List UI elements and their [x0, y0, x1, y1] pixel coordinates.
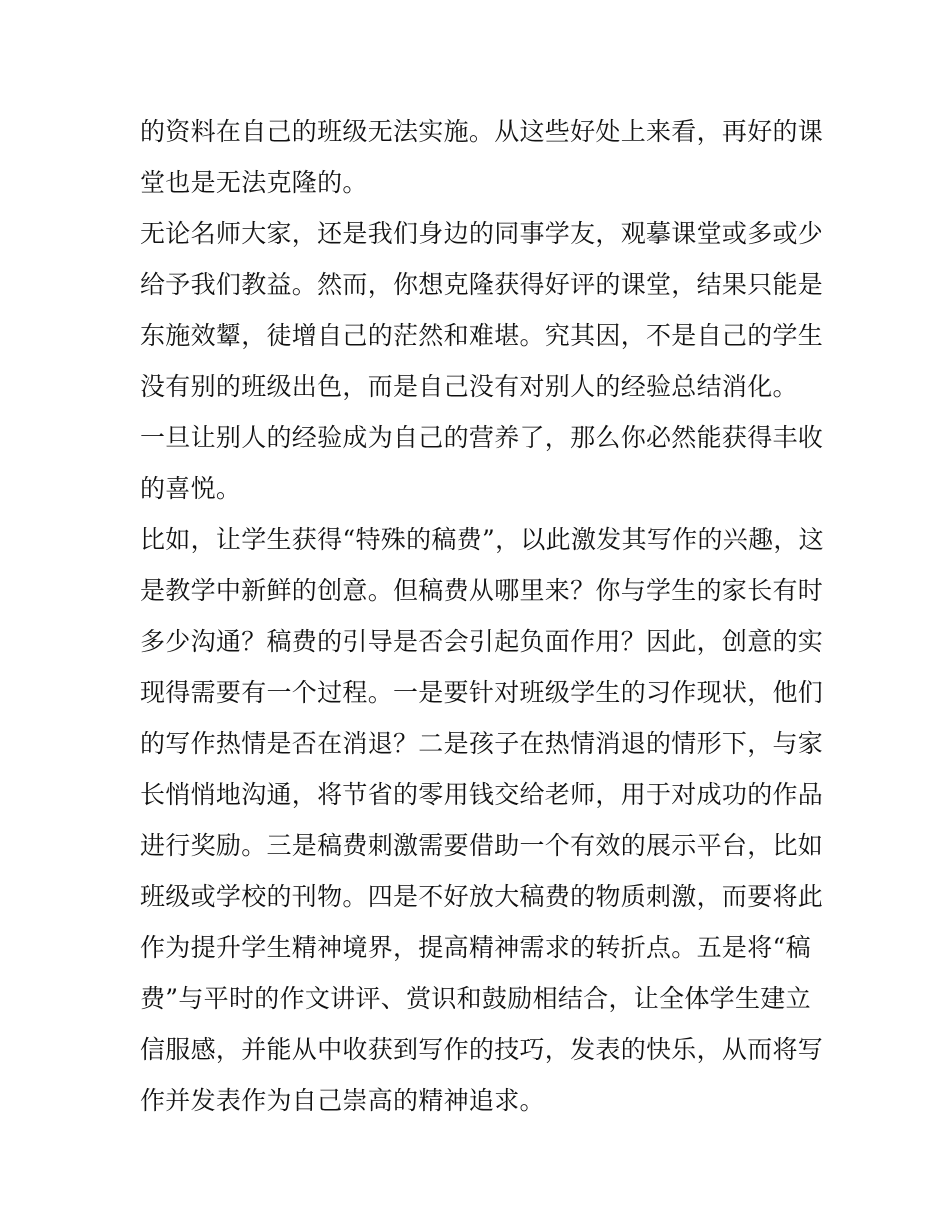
- text-line: 无论名师大家，还是我们身边的同事学友，观摹课堂或多或少: [140, 219, 824, 248]
- text-line: 是教学中新鲜的创意。但稿费从哪里来？你与学生的家长有时: [140, 576, 824, 605]
- paragraph-2: [140, 208, 824, 412]
- document-body: [140, 106, 824, 1126]
- text-line: 信服感，并能从中收获到写作的技巧，发表的快乐，从而将写: [140, 1035, 824, 1064]
- text-line: 长悄悄地沟通，将节省的零用钱交给老师，用于对成功的作品: [140, 780, 824, 809]
- text-line: 进行奖励。三是稿费刺激需要借助一个有效的展示平台，比如: [140, 831, 824, 860]
- text-line: 的写作热情是否在消退？二是孩子在热情消退的情形下，与家: [140, 729, 824, 758]
- text-line: 没有别的班级出色，而是自己没有对别人的经验总结消化。: [140, 372, 798, 401]
- text-line: 的资料在自己的班级无法实施。从这些好处上来看，再好的课: [140, 117, 824, 146]
- text-line: 现得需要有一个过程。一是要针对班级学生的习作现状，他们: [140, 678, 824, 707]
- text-line: 给予我们教益。然而，你想克隆获得好评的课堂，结果只能是: [140, 270, 824, 299]
- paragraph-1: [140, 106, 824, 208]
- text-line: 比如，让学生获得“特殊的稿费”，以此激发其写作的兴趣，这: [140, 525, 824, 554]
- text-line: 多少沟通？稿费的引导是否会引起负面作用？因此，创意的实: [140, 627, 824, 656]
- text-line: 班级或学校的刊物。四是不好放大稿费的物质刺激，而要将此: [140, 882, 824, 911]
- text-line: 作并发表作为自己崇高的精神追求。: [140, 1086, 545, 1115]
- text-line: 作为提升学生精神境界，提高精神需求的转折点。五是将“稿: [140, 933, 811, 962]
- text-line: 的喜悦。: [140, 474, 242, 503]
- text-line: 费”与平时的作文讲评、赏识和鼓励相结合，让全体学生建立: [140, 984, 811, 1013]
- text-line: 一旦让别人的经验成为自己的营养了，那么你必然能获得丰收: [140, 423, 824, 452]
- text-line: 东施效颦，徒增自己的茫然和难堪。究其因，不是自己的学生: [140, 321, 824, 350]
- paragraph-3: [140, 412, 824, 514]
- paragraph-4: [140, 514, 824, 1126]
- text-line: 堂也是无法克隆的。: [140, 168, 368, 197]
